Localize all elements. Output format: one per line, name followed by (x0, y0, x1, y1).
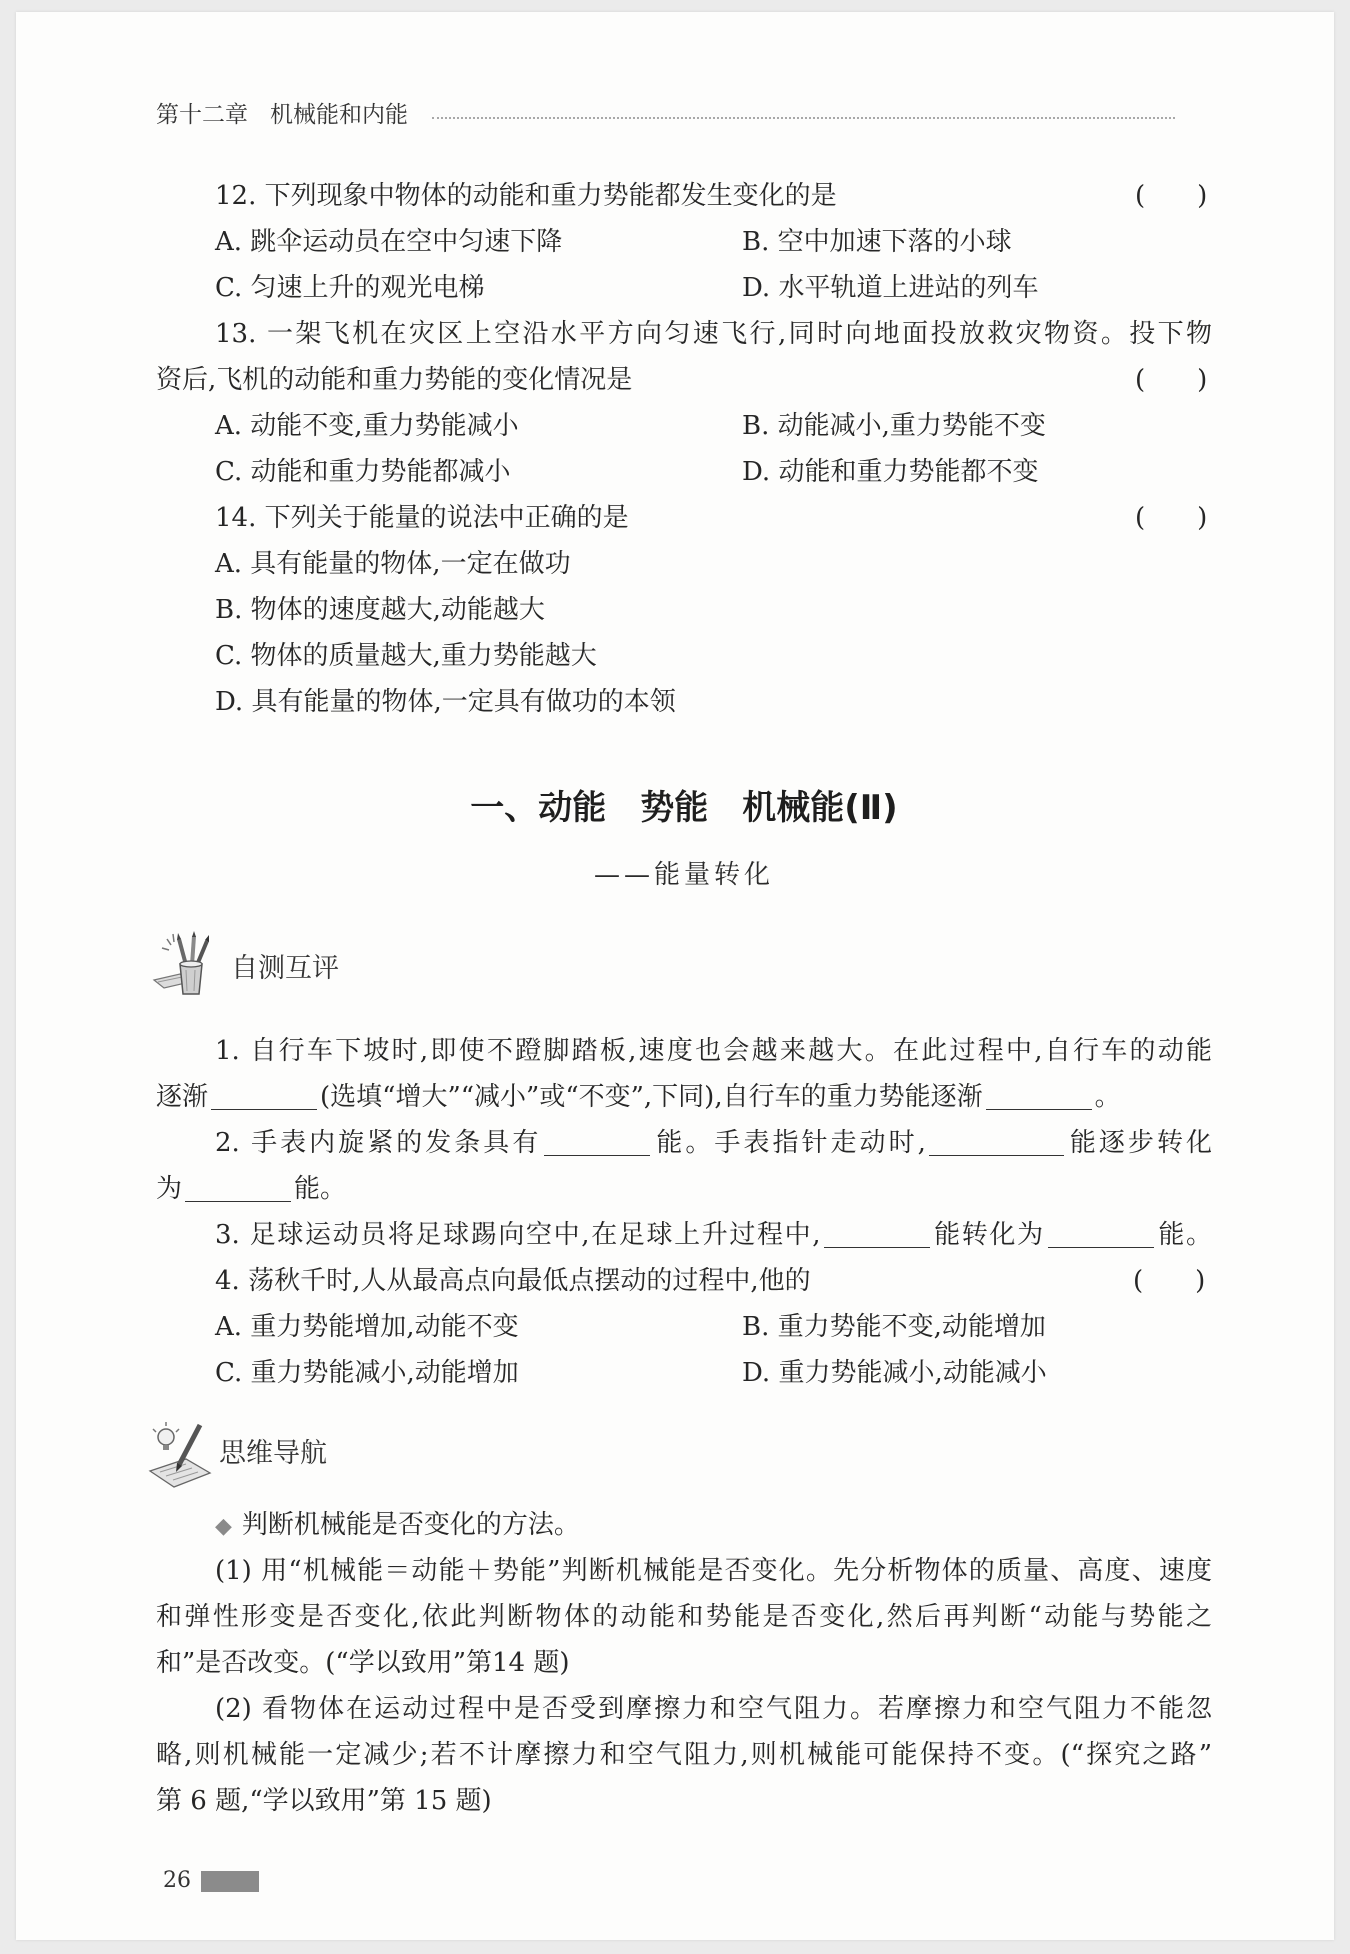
self-test-q4-option-d: D. 重力势能减小,动能减小 (742, 1358, 1047, 1388)
thinking-p2-line-2: 略,则机械能一定减少;若不计摩擦力和空气阻力,则机械能可能保持不变。(“探究之路” (156, 1740, 1212, 1770)
answer-blank (544, 1130, 650, 1156)
running-header (156, 100, 408, 130)
question-14-option-c: C. 物体的质量越大,重力势能越大 (215, 641, 597, 671)
question-14-stem: 14. 下列关于能量的说法中正确的是 (215, 503, 629, 533)
self-test-q4-answer-bracket: ( ) (1133, 1266, 1206, 1296)
page-number: 26 (163, 1868, 191, 1893)
self-test-heading: 自测互评 (231, 953, 339, 984)
thinking-guide-heading: 思维导航 (219, 1438, 327, 1469)
question-13-option-c: C. 动能和重力势能都减小 (215, 457, 511, 487)
answer-blank (824, 1222, 930, 1248)
thinking-intro: 判断机械能是否变化的方法。 (241, 1510, 580, 1540)
answer-blank (1048, 1222, 1154, 1248)
q2-text-segment: 能。手表指针走动时, (653, 1128, 926, 1158)
self-test-q4-stem: 4. 荡秋千时,人从最高点向最低点摆动的过程中,他的 (215, 1266, 811, 1296)
self-test-q2-line-1 (215, 1120, 1212, 1166)
question-13-option-d: D. 动能和重力势能都不变 (742, 457, 1039, 487)
q1-text-segment: 。 (1094, 1082, 1121, 1112)
chapter-title: 机械能和内能 (270, 102, 408, 128)
question-12-stem: 12. 下列现象中物体的动能和重力势能都发生变化的是 (215, 181, 837, 211)
question-13-option-b: B. 动能减小,重力势能不变 (742, 411, 1046, 441)
pencil-holder-icon (150, 930, 222, 1002)
section-title: 一、动能 势能 机械能(Ⅱ) (470, 788, 898, 828)
q3-text-segment: 3. 足球运动员将足球踢向空中,在足球上升过程中, (215, 1220, 821, 1250)
question-12-option-d: D. 水平轨道上进站的列车 (742, 273, 1039, 303)
self-test-q4-option-c: C. 重力势能减小,动能增加 (215, 1358, 519, 1388)
question-12-option-b: B. 空中加速下落的小球 (742, 227, 1012, 257)
question-13-answer-bracket: ( ) (1135, 365, 1208, 395)
header-dotted-rule (432, 117, 1175, 119)
question-13-stem-line-1: 13. 一架飞机在灾区上空沿水平方向匀速飞行,同时向地面投放救灾物资。投下物 (215, 319, 1212, 349)
question-14-answer-bracket: ( ) (1135, 503, 1208, 533)
q2-text-segment: 能。 (294, 1174, 347, 1204)
folio-bar (201, 1871, 259, 1892)
question-13-stem-line-2: 资后,飞机的动能和重力势能的变化情况是 (156, 365, 633, 395)
thinking-p1-line-3: 和”是否改变。(“学以致用”第14 题) (156, 1648, 570, 1678)
thinking-p1-line-2: 和弹性形变是否变化,依此判断物体的动能和势能是否变化,然后再判断“动能与势能之 (156, 1602, 1212, 1632)
chapter-number: 第十二章 (156, 102, 248, 128)
thinking-p2-line-1: (2) 看物体在运动过程中是否受到摩擦力和空气阻力。若摩擦力和空气阻力不能忽 (215, 1694, 1212, 1724)
diamond-bullet-icon: ◆ (215, 1514, 232, 1539)
self-test-q1-line-1: 1. 自行车下坡时,即使不蹬脚踏板,速度也会越来越大。在此过程中,自行车的动能 (215, 1036, 1212, 1066)
question-12-answer-bracket: ( ) (1135, 181, 1208, 211)
self-test-q2-line-2 (156, 1166, 346, 1212)
answer-blank (929, 1130, 1064, 1156)
question-12-option-c: C. 匀速上升的观光电梯 (215, 273, 485, 303)
q1-text-segment: 逐渐 (156, 1082, 209, 1112)
question-14-option-b: B. 物体的速度越大,动能越大 (215, 595, 545, 625)
q3-text-segment: 能。 (1156, 1220, 1212, 1250)
self-test-q4-option-a: A. 重力势能增加,动能不变 (215, 1312, 519, 1342)
question-13-option-a: A. 动能不变,重力势能减小 (215, 411, 519, 441)
question-12-option-a: A. 跳伞运动员在空中匀速下降 (215, 227, 563, 257)
q2-text-segment: 能逐步转化 (1066, 1128, 1212, 1158)
question-14-option-d: D. 具有能量的物体,一定具有做功的本领 (215, 687, 676, 717)
question-14-option-a: A. 具有能量的物体,一定在做功 (215, 549, 571, 579)
q2-text-segment: 为 (156, 1174, 183, 1204)
q2-text-segment: 2. 手表内旋紧的发条具有 (215, 1128, 542, 1158)
thinking-intro-line (215, 1502, 580, 1548)
self-test-q4-option-b: B. 重力势能不变,动能增加 (742, 1312, 1046, 1342)
answer-blank (986, 1084, 1092, 1110)
self-test-q1-line-2 (156, 1074, 1121, 1120)
section-subtitle: ——能量转化 (593, 860, 774, 890)
answer-blank (185, 1176, 291, 1202)
thinking-p2-line-3: 第 6 题,“学以致用”第 15 题) (156, 1786, 492, 1816)
thinking-p1-line-1: (1) 用“机械能＝动能＋势能”判断机械能是否变化。先分析物体的质量、高度、速度 (215, 1556, 1212, 1586)
q3-text-segment: 能转化为 (932, 1220, 1045, 1250)
self-test-q3-line (215, 1212, 1212, 1258)
pen-writing-icon (146, 1419, 214, 1489)
q1-text-segment: (选填“增大”“减小”或“不变”,下同),自行车的重力势能逐渐 (320, 1082, 983, 1112)
answer-blank (211, 1084, 317, 1110)
